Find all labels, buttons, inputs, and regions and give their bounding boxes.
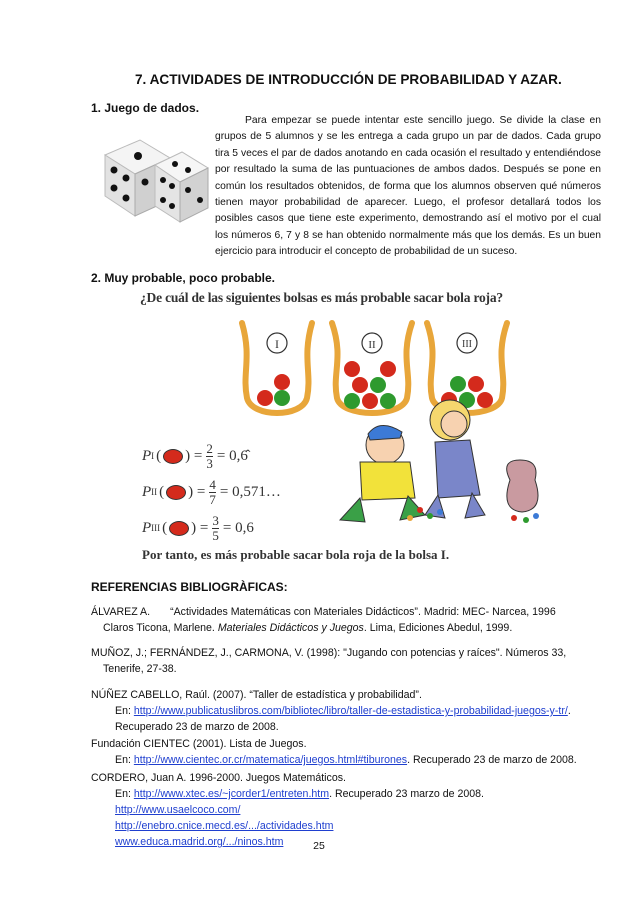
red-ball-icon <box>163 449 183 464</box>
figure-conclusion: Por tanto, es más probable sacar bola roja de la bolsa I. <box>142 547 450 562</box>
reference-5-link-1[interactable]: http://www.xtec.es/~jcorder1/entreten.htm <box>133 788 330 800</box>
page-number: 25 <box>313 840 325 852</box>
red-ball-icon <box>169 521 189 536</box>
formula-1: P I ( ) = $\frac{2}{3}$ = 0,6̂ <box>142 440 248 471</box>
formula-list <box>142 438 302 546</box>
reference-5-link-3[interactable]: http://enebro.cnice.mecd.es/.../actividades.htm <box>115 820 334 832</box>
die-right <box>155 152 208 222</box>
red-ball-icon <box>166 485 186 500</box>
section-1-title: 1. Juego de dados. <box>91 101 200 115</box>
reference-4: Fundación CIENTEC (2001). Lista de Juegos. En: http://www.cientec.or.cr/matematica/juegos.html#tiburones. Recuperado 23 de marzo de 2008. <box>91 738 577 766</box>
reference-3-link[interactable]: http://www.publicatuslibros.com/bibliotec/libro/taller-de-estadistica-y-probabilidad-juegos-y-tr/ <box>133 705 568 717</box>
reference-5-link-4[interactable]: www.educa.madrid.org/.../ninos.htm <box>115 836 284 848</box>
children-playing-illustration <box>330 390 550 530</box>
section-1-paragraph: Para empezar se puede intentar este sencillo juego. Se divide la clase en grupos de 5 alumnos y se les entrega a cada grupo un par de dados. Cada grupo tira 5 veces el par de dados anotando en cada ocasión el resultado y entendiéndose por resultado la suma de las puntuaciones de ambos dados. Después se pone en común los resultados obtenidos, de forma que los alumnos observen qué números tienen mayor probabilidad de aparecer. Luego, el profesor detallará todos los posibles casos que tiene este experimento, demostrando así el motivo por el cual los números 6, 7 y 8 se han obtenido normalmente más que los demás. Es un buen ejercicio para introducir el concepto de probabilidad de un suceso. <box>215 115 601 258</box>
references-title: REFERENCIAS BIBLIOGRÀFICAS: <box>91 580 288 594</box>
reference-5-link-2[interactable]: http://www.usaelcoco.com/ <box>115 804 241 816</box>
reference-4-link[interactable]: http://www.cientec.or.cr/matematica/juegos.html#tiburones <box>133 754 408 766</box>
formula-3: P III ( ) = $\frac{3}{5}$ = 0,6 <box>142 512 254 543</box>
bag-1 <box>242 323 312 413</box>
reference-3: NÚÑEZ CABELLO, Raúl. (2007). “Taller de estadística y probabilidad”. En: http://www.publicatuslibros.com/bibliotec/libro/taller-de-estadistica-y-probabilidad-juegos-y-tr/. Recuperado 23 de marzo de 2008. <box>91 689 571 733</box>
reference-1: ÁLVAREZ A. “Actividades Matemáticas con Materiales Didácticos”. Madrid: MEC- Narcea, 1996 Claros Ticona, Marlene. Materiales Didácticos y Juegos. Lima, Ediciones Abedul, 1999. <box>91 606 556 634</box>
reference-2: MUÑOZ, J.; FERNÁNDEZ, J., CARMONA, V. (1998): "Jugando con potencias y raíces". Números 33, Tenerife, 27-38. <box>91 647 567 675</box>
dice-illustration <box>100 130 210 225</box>
reference-5: CORDERO, Juan A. 1996-2000. Juegos Matemáticos. En: http://www.xtec.es/~jcorder1/entreten.htm. Recuperado 23 marzo de 2008. http://www.usaelcoco.com/ http://enebro.cnice.mecd.es/.../actividades.htm www.educa.madrid.org/.../ninos.htm <box>91 772 484 848</box>
section-2-title: 2. Muy probable, poco probable. <box>91 271 276 285</box>
formula-2: P II ( ) = $\frac{4}{7}$ = 0,571… <box>142 476 281 507</box>
bag-1-label: I <box>275 337 279 351</box>
bag-2-label: II <box>368 339 376 351</box>
figure-question: ¿De cuál de las siguientes bolsas es más probable sacar bola roja? <box>140 290 503 305</box>
page-title: 7. ACTIVIDADES DE INTRODUCCIÓN DE PROBABILIDAD Y AZAR. <box>135 72 562 87</box>
bag-3-label: III <box>462 339 472 350</box>
